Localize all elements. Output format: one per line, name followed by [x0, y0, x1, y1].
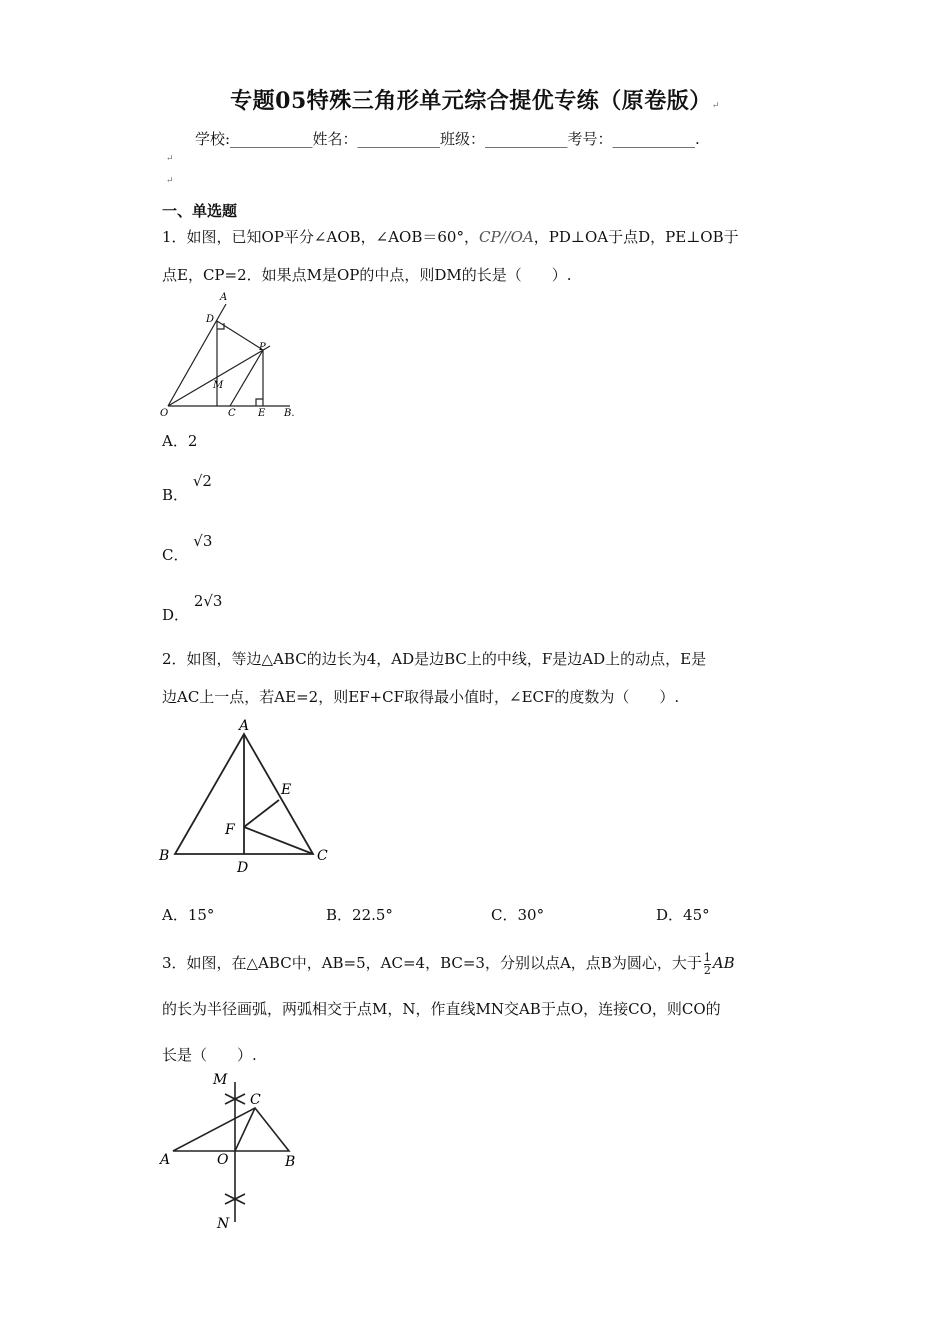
fraction-one-half: $\frac{1}{2}$ [703, 950, 711, 977]
svg-text:A: A [220, 292, 228, 303]
page-title: 专题05特殊三角形单元综合提优专练（原卷版）↵ [230, 88, 720, 114]
svg-text:B.: B. [284, 408, 295, 418]
svg-text:B: B [159, 848, 170, 864]
question-2-text: 2．如图，等边△ABC的边长为4，AD是边BC上的中线，F是边AD上的动点，E是 边AC上一点，若AE=2，则EF+CF取得最小值时，∠ECF的度数为（ ）. [162, 650, 707, 706]
question-2-figure [155, 716, 345, 881]
q1-option-d[interactable]: D． 2√3 [162, 592, 223, 624]
svg-text:F: F [225, 822, 235, 838]
q2-option-b[interactable]: B．22.5° [326, 906, 393, 924]
svg-text:D: D [206, 314, 215, 325]
svg-text:A: A [239, 718, 250, 734]
svg-text:P: P [259, 342, 266, 353]
svg-text:B: B [285, 1154, 296, 1170]
question-3-text: 3．如图，在△ABC中，AB=5，AC=4，BC=3，分别以点A，点B为圆心，大于 $\frac{1}{2}$ AB 的长为半径画弧，两弧相交于点M，N，作直线MN交AB于点O，连接CO，则CO的 长是（ ）. [162, 950, 735, 1064]
svg-text:C: C [250, 1092, 261, 1108]
q1-option-a[interactable]: A．2 [162, 432, 198, 450]
section-title: 一、单选题 [162, 202, 238, 220]
svg-text:N: N [217, 1216, 230, 1232]
q2-option-a[interactable]: A．15° [162, 906, 215, 924]
svg-text:E: E [281, 782, 292, 798]
svg-text:O: O [217, 1152, 229, 1168]
question-1-figure [158, 288, 308, 418]
svg-text:M: M [213, 380, 224, 391]
paragraph-mark: ↵ [166, 176, 174, 186]
q1-option-b[interactable]: B． √2 [162, 472, 212, 504]
q1-option-c[interactable]: C． √3 [162, 532, 213, 564]
svg-text:C: C [228, 408, 236, 418]
svg-text:C: C [317, 848, 328, 864]
svg-text:O: O [160, 408, 169, 418]
q2-option-d[interactable]: D．45° [656, 906, 710, 924]
svg-text:E: E [258, 408, 266, 418]
svg-text:D: D [237, 860, 249, 876]
question-1-text: 1．如图，已知OP平分∠AOB，∠AOB＝60°，CP//OA，PD⊥OA于点D，PE⊥OB于 点E，CP=2．如果点M是OP的中点，则DM的长是（ ）. [162, 228, 739, 284]
student-info-line: 学校:___________姓名：___________班级：___________考号：___________. [195, 130, 700, 148]
question-3-figure [155, 1068, 315, 1240]
paragraph-mark: ↵ [166, 154, 174, 164]
svg-text:M: M [213, 1072, 228, 1088]
q2-option-c[interactable]: C．30° [491, 906, 545, 924]
svg-text:A: A [160, 1152, 171, 1168]
